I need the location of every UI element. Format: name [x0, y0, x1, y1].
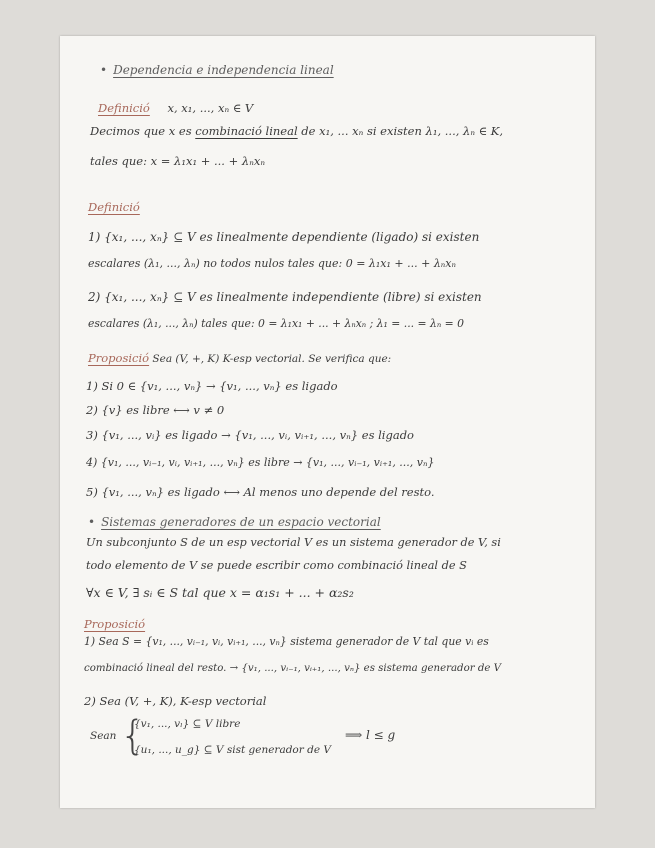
generator-proposition-1-line-2: combinació lineal del resto. → {v₁, ..., vᵢ₋₁, vᵢ₊₁, ..., vₙ} es sistema generador de V	[84, 663, 501, 674]
dependent-definition-line-1: 1) {x₁, ..., xₙ} ⊆ V es linealmente dependiente (ligado) si existen	[88, 230, 480, 244]
proposition-intro: Proposició Sea (V, +, K) K-esp vectorial. Se verifica que:	[88, 351, 392, 365]
system-brace: {	[120, 713, 146, 759]
generator-proposition-2: 2) Sea (V, +, K), K-esp vectorial	[84, 694, 267, 708]
definition-label: Definició	[98, 101, 150, 115]
linear-combination-formula: tales que: x = λ₁x₁ + ... + λₙxₙ	[90, 154, 266, 168]
generator-definition-line-2: todo elemento de V se puede escribir como combinació lineal de S	[86, 559, 467, 572]
notebook-page	[60, 36, 595, 808]
proposition-label: Proposició	[84, 617, 146, 631]
proposition-item-1: 1) Si 0 ∈ {v₁, ..., vₙ} → {v₁, ..., vₙ} es ligado	[86, 379, 338, 393]
generator-definition-line-1: Un subconjunto S de un esp vectorial V es un sistema generador de V, si	[86, 536, 501, 549]
sean-label: Sean	[90, 730, 117, 742]
implication-result: ⟹ l ≤ g	[345, 728, 396, 742]
independent-definition-line-2: escalares (λ₁, ..., λₙ) tales que: 0 = λ₁x₁ + ... + λₙxₙ ; λ₁ = ... = λₙ = 0	[88, 317, 464, 330]
bullet-icon: •	[88, 515, 96, 529]
section-title-generators: • Sistemas generadores de un espacio vectorial	[88, 515, 381, 529]
definition-vectors-line	[98, 100, 253, 116]
free-set-line: {v₁, ..., vₗ} ⊆ V libre	[134, 718, 241, 730]
proposition-item-5: 5) {v₁, ..., vₙ} es ligado ⟷ Al menos uno depende del resto.	[86, 485, 435, 499]
dependent-definition-line-2: escalares (λ₁, ..., λₙ) no todos nulos tales que: 0 = λ₁x₁ + ... + λₙxₙ	[88, 257, 456, 270]
proposition-item-4: 4) {v₁, ..., vᵢ₋₁, vᵢ, vᵢ₊₁, ..., vₙ} es libre → {v₁, ..., vᵢ₋₁, vᵢ₊₁, ..., vₙ}	[86, 456, 435, 469]
proposition-label: Proposició	[88, 351, 150, 365]
proposition-item-3: 3) {v₁, ..., vᵢ} es ligado → {v₁, ..., vᵢ, vᵢ₊₁, ..., vₙ} es ligado	[86, 428, 414, 442]
generator-set-line: {u₁, ..., u_g} ⊆ V sist generador de V	[134, 744, 331, 756]
independent-definition-line-1: 2) {x₁, ..., xₙ} ⊆ V es linealmente independiente (libre) si existen	[88, 290, 482, 304]
bullet-icon: •	[100, 63, 108, 77]
linear-combination-definition: Decimos que x es combinació lineal de x₁, ... xₙ si existen λ₁, ..., λₙ ∈ K,	[90, 124, 504, 138]
vectors-set: x, x₁, ..., xₙ ∈ V	[167, 101, 254, 115]
generator-proposition-1-line-1: 1) Sea S = {v₁, ..., vᵢ₋₁, vᵢ, vᵢ₊₁, ..., vₙ} sistema generador de V tal que vᵢ es	[84, 635, 489, 648]
generator-formula: ∀x ∈ V, ∃ sᵢ ∈ S tal que x = α₁s₁ + ... + α₂s₂	[86, 585, 354, 600]
proposition-item-2: 2) {v} es libre ⟷ v ≠ 0	[86, 403, 225, 417]
definition-label: Definició	[88, 200, 140, 214]
linear-combination-term: combinació lineal	[195, 124, 298, 138]
section-title-dependence: • Dependencia e independencia lineal	[100, 63, 334, 77]
